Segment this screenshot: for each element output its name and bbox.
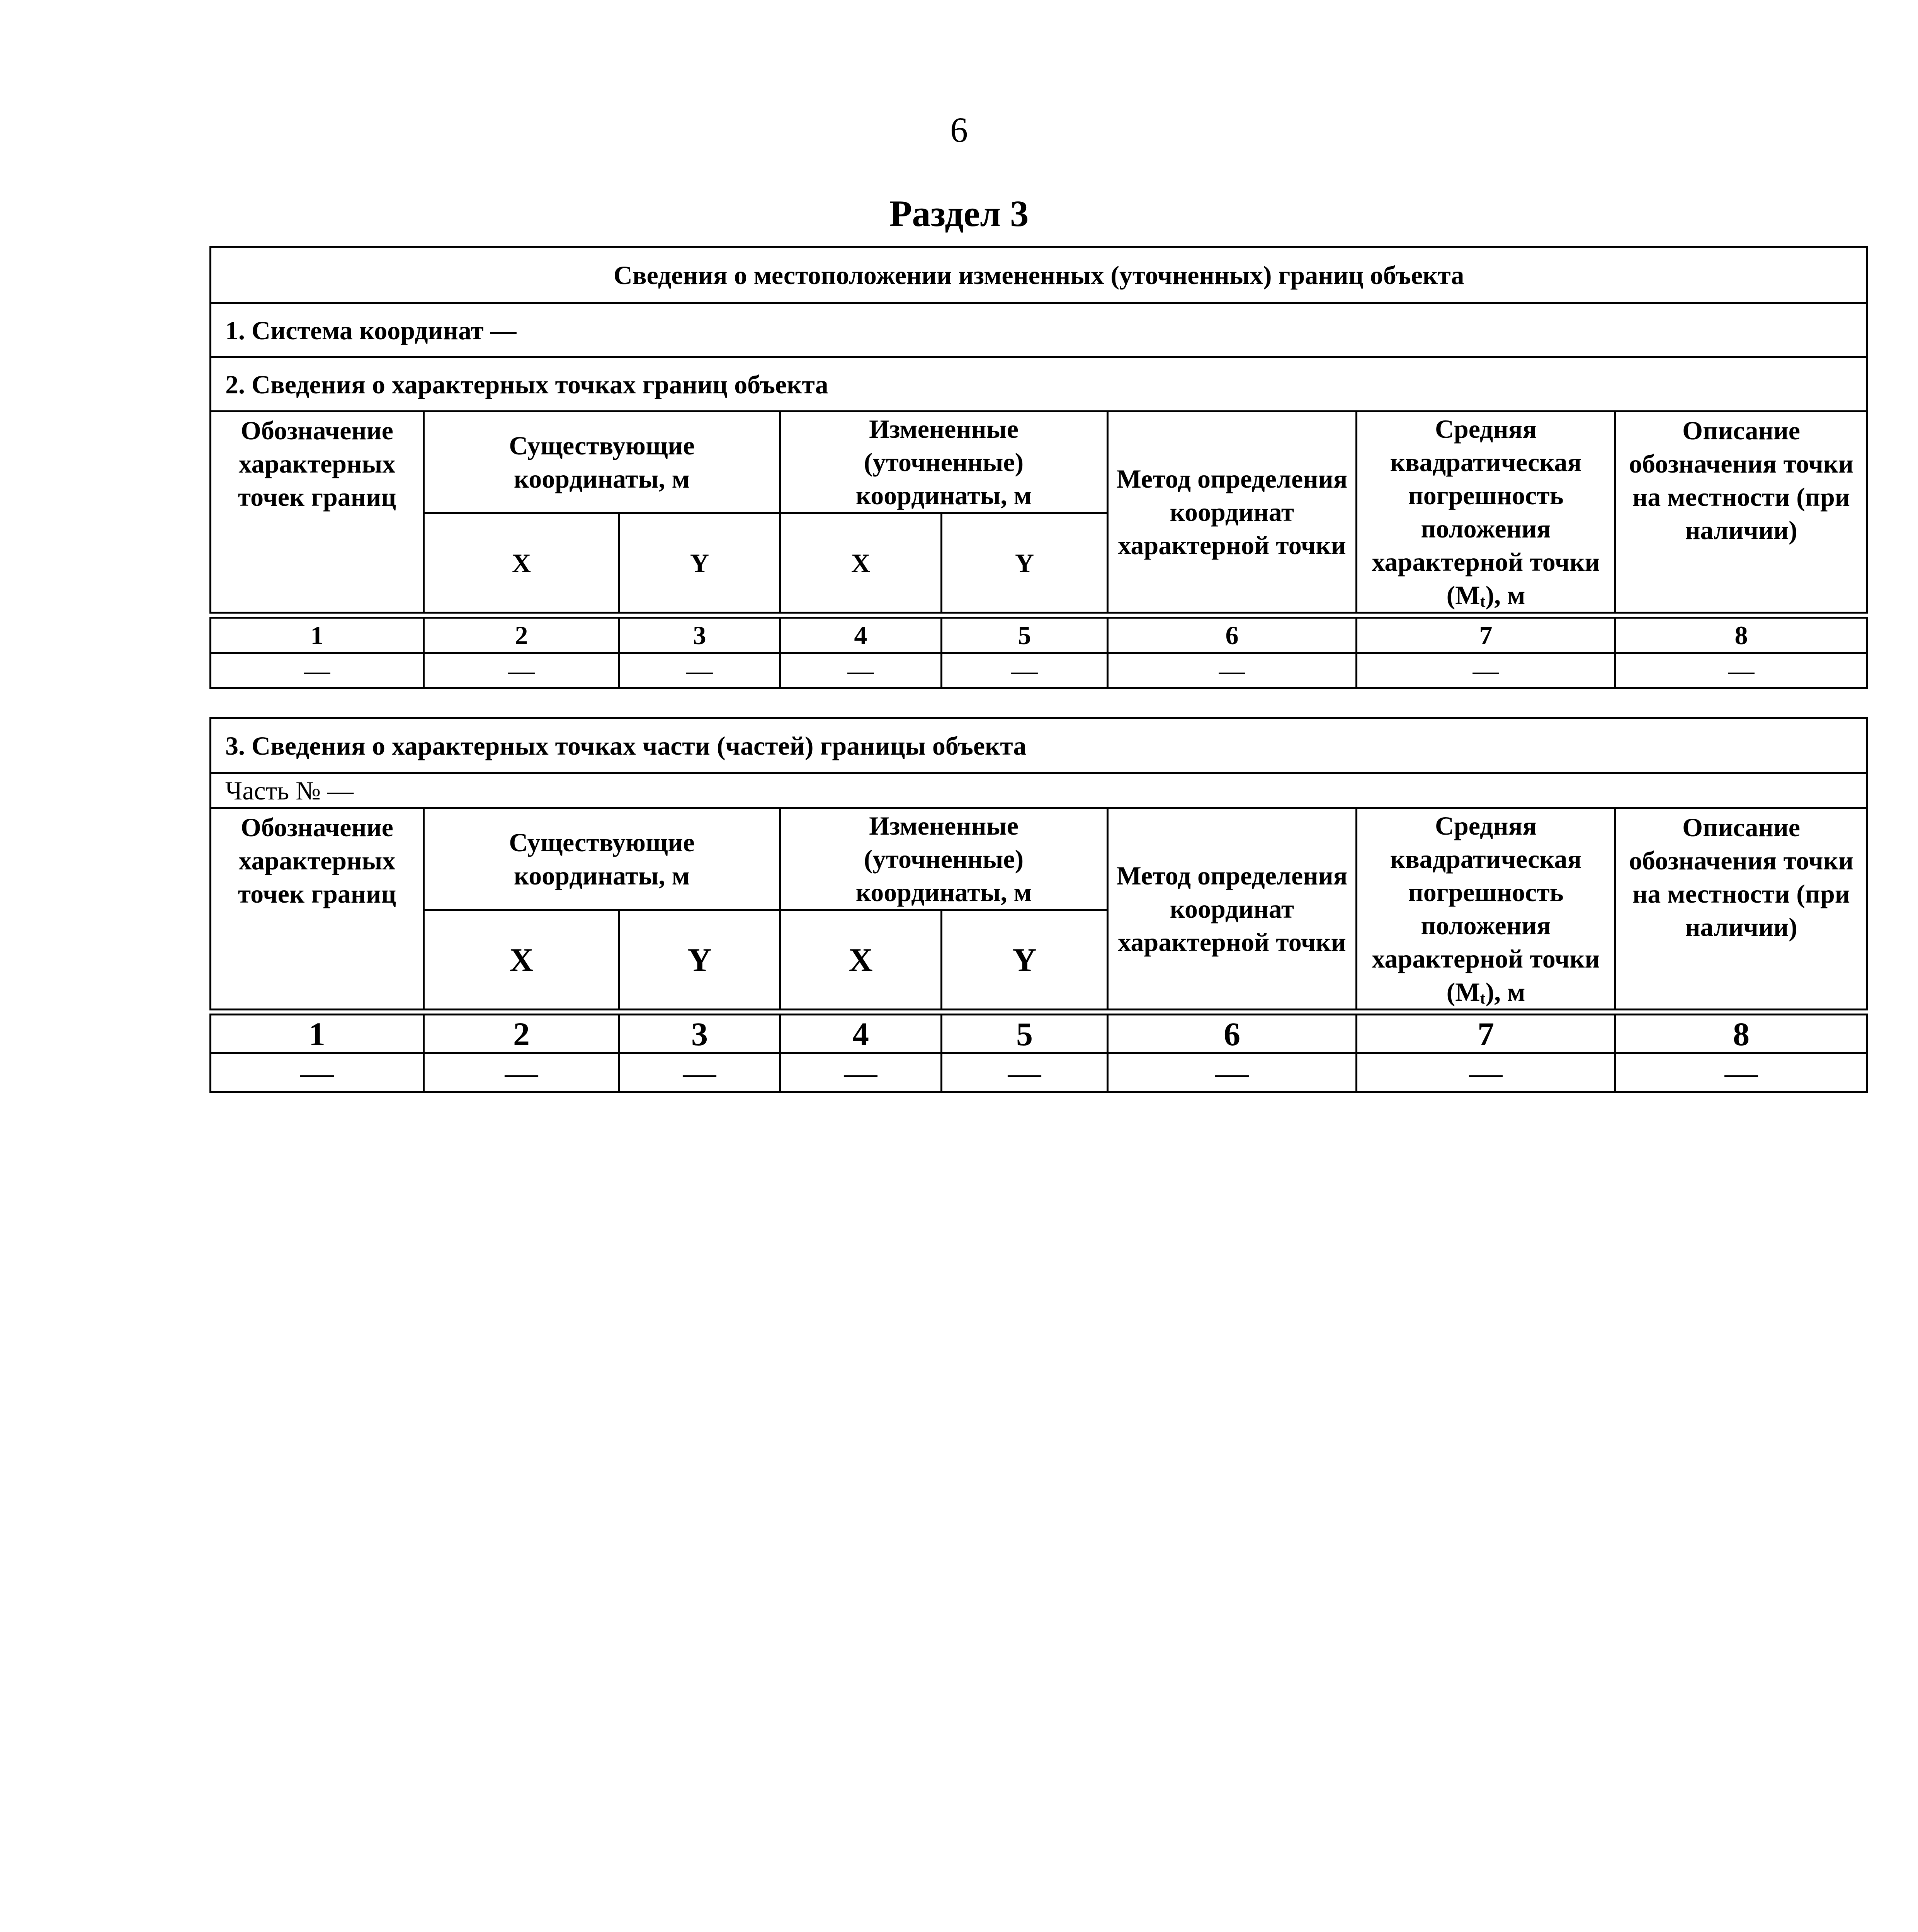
column-number: 2 — [424, 1015, 619, 1053]
col-designation: Обозначение характерных точек границ — [211, 808, 424, 1010]
page-number: 6 — [950, 110, 968, 150]
column-number-row — [211, 1015, 1867, 1053]
column-number: 6 — [1108, 618, 1357, 653]
col-existing-coords: Существующие координаты, м — [424, 808, 780, 910]
col-changed-coords: Измененные (уточненные) координаты, м — [780, 808, 1108, 910]
table-cell: — — [942, 1053, 1108, 1092]
location-info-title: Сведения о местоположении измененных (уточненных) границ объекта — [211, 247, 1867, 303]
col-designation: Обозначение характерных точек границ — [211, 412, 424, 613]
table-cell: — — [619, 1053, 780, 1092]
col-error: Средняя квадратическая погрешность положения характерной точки $(M_t)$, м — [1357, 808, 1615, 1010]
boundary-points-table — [209, 246, 1868, 689]
table-cell: — — [424, 1053, 619, 1092]
column-number: 5 — [942, 1015, 1108, 1053]
col-existing-coords: Существующие координаты, м — [424, 412, 780, 513]
row-separator — [211, 1010, 1867, 1015]
table-cell: — — [1357, 653, 1615, 688]
col-existing-y: Y — [619, 910, 780, 1010]
boundary-part-points-table — [209, 717, 1868, 1093]
column-number: 6 — [1108, 1015, 1357, 1053]
table-cell: — — [424, 653, 619, 688]
col-existing-x: X — [424, 513, 619, 613]
table-cell: — — [1357, 1053, 1615, 1092]
col-changed-x: X — [780, 910, 942, 1010]
table-cell: — — [1108, 653, 1357, 688]
column-number: 7 — [1357, 1015, 1615, 1053]
column-number: 7 — [1357, 618, 1615, 653]
table-cell: — — [1615, 1053, 1867, 1092]
column-number: 2 — [424, 618, 619, 653]
column-number: 1 — [211, 618, 424, 653]
section-title: Раздел 3 — [889, 193, 1029, 234]
table-cell: — — [780, 1053, 942, 1092]
points-heading: 2. Сведения о характерных точках границ объекта — [211, 357, 1867, 412]
column-number: 8 — [1615, 618, 1867, 653]
table-row — [211, 1053, 1867, 1092]
col-error: Средняя квадратическая погрешность положения характерной точки $(M_t)$, м — [1357, 412, 1615, 613]
column-number: 4 — [780, 1015, 942, 1053]
column-number: 1 — [211, 1015, 424, 1053]
column-number: 3 — [619, 618, 780, 653]
table-cell: — — [211, 653, 424, 688]
col-changed-coords: Измененные (уточненные) координаты, м — [780, 412, 1108, 513]
coordinate-system-label: 1. Система координат — — [211, 303, 1867, 357]
part-number-label: Часть № — — [211, 773, 1867, 808]
col-existing-y: Y — [619, 513, 780, 613]
column-number: 4 — [780, 618, 942, 653]
table-cell: — — [942, 653, 1108, 688]
column-number: 3 — [619, 1015, 780, 1053]
column-number: 8 — [1615, 1015, 1867, 1053]
table-cell: — — [619, 653, 780, 688]
table-cell: — — [1615, 653, 1867, 688]
col-method: Метод определения координат характерной точки — [1108, 412, 1357, 613]
col-changed-y: Y — [942, 513, 1108, 613]
col-changed-y: Y — [942, 910, 1108, 1010]
column-number-row — [211, 618, 1867, 653]
col-description: Описание обозначения точки на местности (при наличии) — [1615, 412, 1867, 613]
table-cell: — — [211, 1053, 424, 1092]
table-row — [211, 653, 1867, 688]
part-points-heading: 3. Сведения о характерных точках части (частей) границы объекта — [211, 718, 1867, 773]
column-number: 5 — [942, 618, 1108, 653]
col-existing-x: X — [424, 910, 619, 1010]
table-cell: — — [1108, 1053, 1357, 1092]
col-changed-x: X — [780, 513, 942, 613]
table-cell: — — [780, 653, 942, 688]
row-separator — [211, 613, 1867, 618]
col-method: Метод определения координат характерной точки — [1108, 808, 1357, 1010]
col-description: Описание обозначения точки на местности (при наличии) — [1615, 808, 1867, 1010]
